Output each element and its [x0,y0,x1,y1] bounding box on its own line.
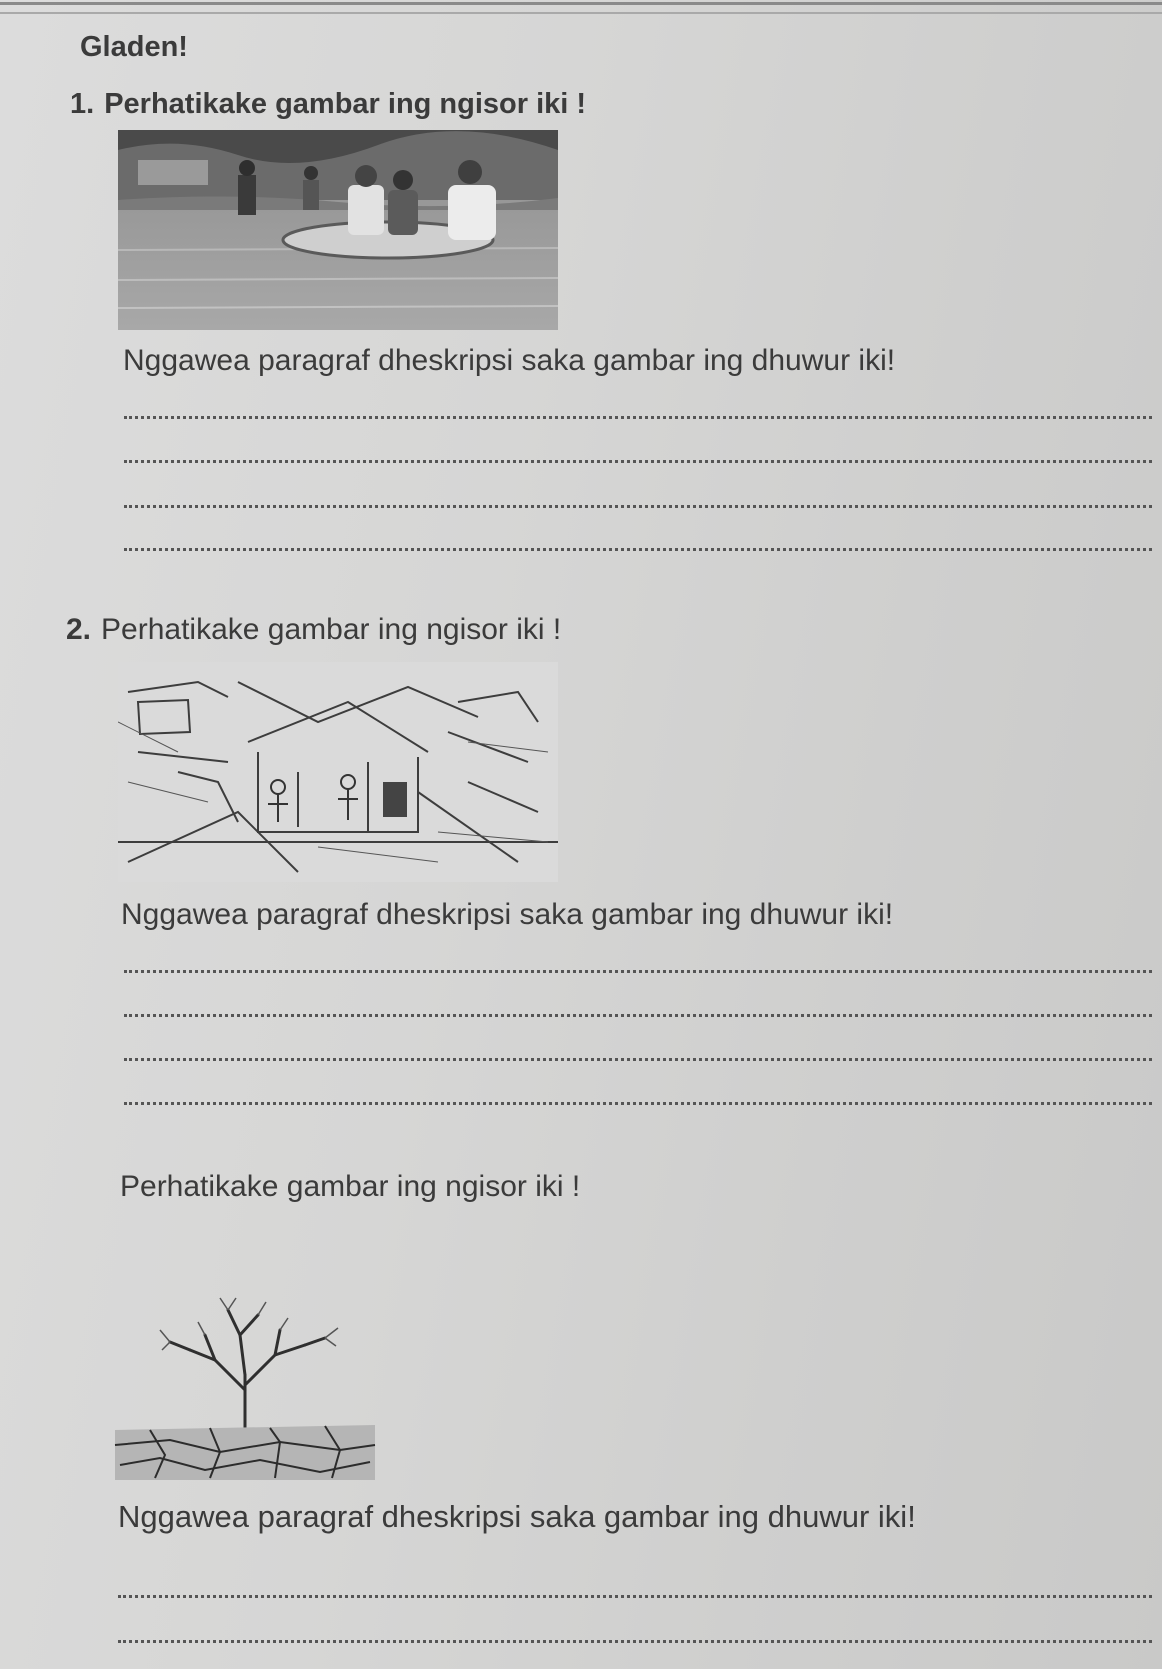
question-1-prompt-text: Perhatikake gambar ing ngisor iki ! [104,88,587,120]
top-border-line-secondary [0,12,1162,14]
flood-rescue-photo [118,130,558,330]
question-2-prompt-text: Perhatikake gambar ing ngisor iki ! [101,613,562,646]
question-3-prompt: Perhatikake gambar ing ngisor iki ! [120,1170,581,1203]
earthquake-damage-drawing [118,662,558,882]
worksheet-title: Gladen! [80,31,188,63]
answer-line [124,548,1152,551]
question-2-prompt [66,613,561,647]
top-border-line [0,2,1162,5]
question-3-instruction: Nggawea paragraf dheskripsi saka gambar ing dhuwur iki! [118,1499,916,1534]
answer-line [124,1102,1152,1105]
question-1-prompt [70,87,586,121]
answer-line [124,416,1152,419]
question-1-number: 1. [70,88,95,120]
answer-line [124,1058,1152,1061]
answer-line [124,1014,1152,1017]
answer-line [124,460,1152,463]
answer-line [118,1595,1152,1598]
question-2-number: 2. [66,613,92,646]
question-2-instruction: Nggawea paragraf dheskripsi saka gambar ing dhuwur iki! [121,898,894,931]
question-1-instruction: Nggawea paragraf dheskripsi saka gambar ing dhuwur iki! [123,344,896,377]
answer-line [124,970,1152,973]
answer-line [118,1640,1152,1643]
dry-tree-drought-drawing [110,1280,380,1480]
answer-line [124,505,1152,508]
